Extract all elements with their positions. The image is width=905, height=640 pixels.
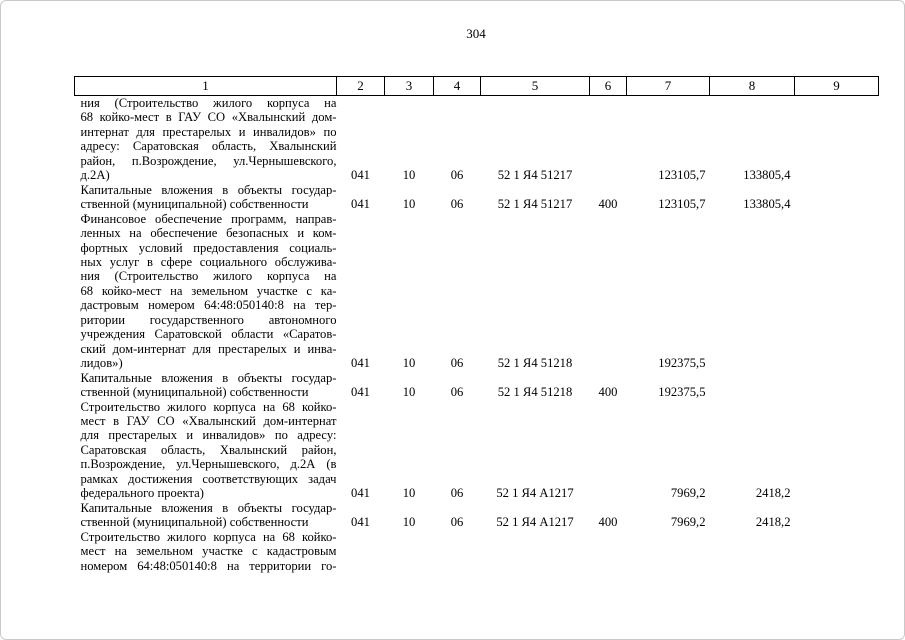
- cell-col6: [590, 96, 627, 183]
- cell-col7: 192375,5: [658, 356, 706, 371]
- row-description: [75, 371, 337, 400]
- row-description: [75, 212, 337, 371]
- description-line: ния (Строительство жилого корпуса на: [80, 96, 337, 110]
- column-header-1: 1: [75, 77, 337, 96]
- column-header-2: 2: [337, 77, 385, 96]
- table-row: [75, 371, 879, 400]
- description-line: ритории государственного автономного: [80, 312, 337, 327]
- description-line: Капитальные вложения в объекты государ-: [80, 182, 337, 197]
- cell-col7: 123105,7: [658, 197, 706, 212]
- row-description: [75, 400, 337, 501]
- cell-col2: 041: [351, 515, 370, 530]
- cell-col6: 400: [598, 385, 618, 400]
- description-line: ственной (муниципальной) собственности: [80, 385, 309, 400]
- cell-col7: 192375,5: [658, 385, 706, 400]
- column-header-5: 5: [481, 77, 590, 96]
- cell-col8: 2418,2: [755, 486, 791, 501]
- cell-col3: 10: [402, 356, 416, 371]
- table-body: [75, 96, 879, 573]
- column-header-3: 3: [385, 77, 434, 96]
- cell-col4: [434, 530, 481, 573]
- description-line: Капитальные вложения в объекты государ-: [80, 500, 337, 515]
- row-description: [75, 501, 337, 530]
- row-description: [75, 530, 337, 573]
- cell-col9: [795, 96, 879, 183]
- cell-col8: 133805,4: [743, 197, 791, 212]
- table-row: [75, 400, 879, 501]
- description-line: федерального проекта): [80, 486, 204, 501]
- description-line: 68 койко-мест в ГАУ СО «Хвалынский дом-: [80, 110, 337, 125]
- cell-col2: 041: [351, 168, 370, 183]
- description-line: район, п.Возрождение, ул.Чернышевского,: [80, 153, 337, 168]
- cell-col4: 06: [450, 168, 464, 183]
- cell-col9: [795, 183, 879, 212]
- cell-col5: 52 1 Я4 51217: [497, 168, 573, 183]
- description-line: дастровым номером 64:48:050140:8 на тер-: [80, 298, 337, 313]
- cell-col6: 400: [598, 515, 618, 530]
- cell-col8: [710, 212, 795, 371]
- description-line: номером 64:48:050140:8 на территории го-: [80, 558, 337, 573]
- cell-col7: [627, 530, 710, 573]
- cell-col3: 10: [402, 168, 416, 183]
- description-line: п.Возрождение, ул.Чернышевского, д.2А (в: [80, 457, 337, 472]
- cell-col4: 06: [450, 515, 464, 530]
- cell-col2: [337, 530, 385, 573]
- cell-col2: 041: [351, 197, 370, 212]
- description-line: ленных на обеспечение безопасных и ком-: [80, 226, 337, 241]
- column-header-8: 8: [710, 77, 795, 96]
- budget-table: [74, 76, 879, 573]
- description-line: Саратовская область, Хвалынский район,: [80, 442, 337, 457]
- cell-col5: 52 1 Я4 51217: [497, 197, 573, 212]
- cell-col8: [710, 530, 795, 573]
- description-line: ния (Строительство жилого корпуса на: [80, 269, 337, 284]
- row-description: [75, 96, 337, 183]
- cell-col4: 06: [450, 385, 464, 400]
- cell-col8: [710, 371, 795, 400]
- description-line: адресу: Саратовская область, Хвалынский: [80, 139, 337, 154]
- table-row: [75, 501, 879, 530]
- description-line: фортных условий предоставления социаль-: [80, 240, 337, 255]
- cell-col5: 52 1 Я4 51218: [497, 356, 573, 371]
- cell-col7: 7969,2: [670, 486, 706, 501]
- description-line: мест на земельном участке с кадастровым: [80, 544, 337, 559]
- cell-col2: 041: [351, 385, 370, 400]
- description-line: ский дом-интернат для престарелых и инва-: [80, 341, 337, 356]
- cell-col9: [795, 400, 879, 501]
- column-header-9: 9: [795, 77, 879, 96]
- cell-col2: 041: [351, 486, 370, 501]
- cell-col6: [590, 530, 627, 573]
- column-header-7: 7: [627, 77, 710, 96]
- cell-col4: 06: [450, 197, 464, 212]
- cell-col6: [590, 212, 627, 371]
- cell-col7: 7969,2: [670, 515, 706, 530]
- description-line: интернат для престарелых и инвалидов» по: [80, 124, 337, 139]
- row-description: [75, 183, 337, 212]
- description-line: лидов»): [80, 356, 123, 371]
- cell-col4: 06: [450, 356, 464, 371]
- cell-col5: [481, 530, 590, 573]
- description-line: Строительство жилого корпуса на 68 койко-: [80, 529, 337, 544]
- description-line: ственной (муниципальной) собственности: [80, 197, 309, 212]
- cell-col8: 133805,4: [743, 168, 791, 183]
- cell-col5: 52 1 Я4 51218: [497, 385, 573, 400]
- cell-col4: 06: [450, 486, 464, 501]
- description-line: для престарелых и инвалидов» по адресу:: [80, 428, 337, 443]
- cell-col9: [795, 530, 879, 573]
- description-line: ственной (муниципальной) собственности: [80, 515, 309, 530]
- cell-col3: 10: [402, 486, 416, 501]
- description-line: 68 койко-мест на земельном участке с ка-: [80, 283, 337, 298]
- table-row: [75, 530, 879, 573]
- cell-col3: [385, 530, 434, 573]
- cell-col8: 2418,2: [755, 515, 791, 530]
- cell-col3: 10: [402, 197, 416, 212]
- cell-col7: 123105,7: [658, 168, 706, 183]
- table-row: [75, 96, 879, 183]
- cell-col5: 52 1 Я4 А1217: [496, 515, 574, 530]
- description-line: Финансовое обеспечение программ, направ-: [80, 211, 337, 226]
- description-line: мест в ГАУ СО «Хвалынский дом-интернат: [80, 413, 337, 428]
- cell-col9: [795, 212, 879, 371]
- column-header-6: 6: [590, 77, 627, 96]
- cell-col5: 52 1 Я4 А1217: [496, 486, 574, 501]
- page-number: 304: [466, 26, 486, 41]
- cell-col3: 10: [402, 515, 416, 530]
- description-line: учреждения Саратовской области «Саратов-: [80, 327, 337, 342]
- table-row: [75, 212, 879, 371]
- cell-col6: [590, 400, 627, 501]
- cell-col2: 041: [351, 356, 370, 371]
- description-line: Капитальные вложения в объекты государ-: [80, 370, 337, 385]
- table-header-row: [75, 77, 879, 96]
- description-line: д.2А): [80, 168, 110, 183]
- cell-col3: 10: [402, 385, 416, 400]
- cell-col9: [795, 371, 879, 400]
- cell-col6: 400: [598, 197, 618, 212]
- description-line: ных услуг в сфере социального обслужива-: [80, 254, 337, 269]
- table-row: [75, 183, 879, 212]
- description-line: Строительство жилого корпуса на 68 койко-: [80, 399, 337, 414]
- description-line: рамках достижения соответствующих задач: [80, 471, 337, 486]
- cell-col9: [795, 501, 879, 530]
- column-header-4: 4: [434, 77, 481, 96]
